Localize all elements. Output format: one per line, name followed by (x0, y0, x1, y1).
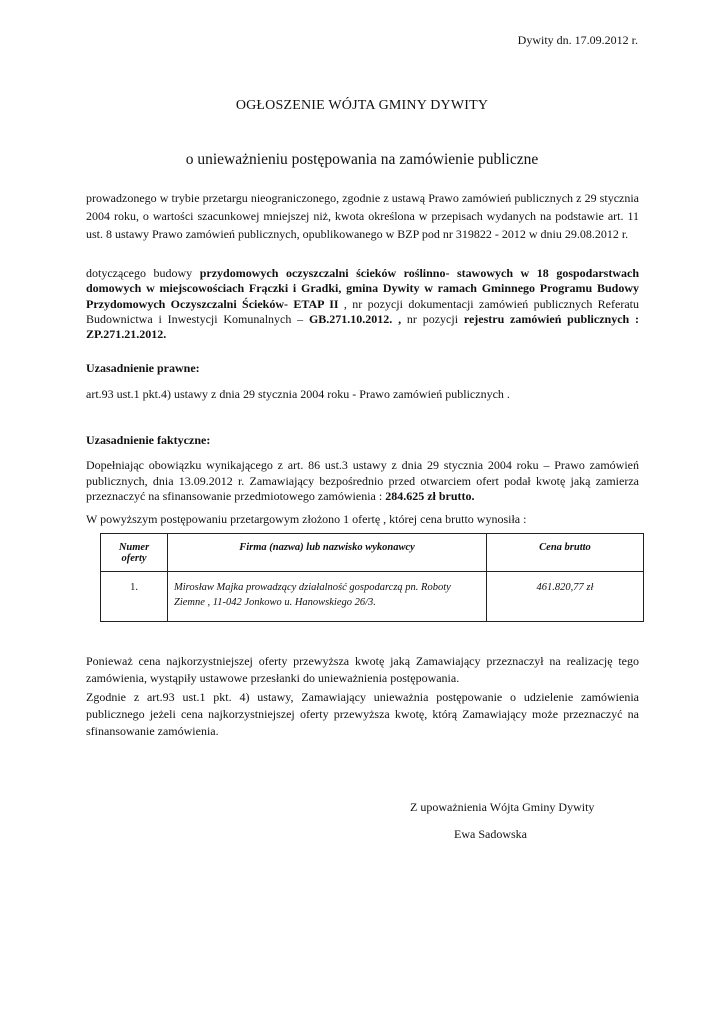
legal-basis-text: art.93 ust.1 pkt.4) ustawy z dnia 29 stycznia 2004 roku - Prawo zamówień publicznych . (86, 387, 510, 401)
subject-mid-1: , nr pozycji dokumentacji zamówień publicznych Referatu Budownictwa i Inwestycji Komunalnych – (86, 296, 639, 326)
budget-amount: 284.625 zł brutto. (385, 489, 475, 503)
document-number: GB.271.10.2012. , (308, 311, 402, 326)
cancellation-decision: Zgodnie z art.93 ust.1 pkt. 4) ustawy, Zamawiający unieważnia postępowanie o udzielenie zamówienia publicznego jeżeli cena najkorzystniejszej oferty przewyższa kwotę, którą Zamawiający może przeznaczyć na sfinansowanie zamówienia. (86, 690, 639, 739)
procurement-subject (86, 266, 639, 342)
signature-authorization: Z upoważnienia Wójta Gminy Dywity (410, 800, 595, 814)
contractor-cell: Mirosław Majka prowadzący działalność gospodarczą pn. Roboty Ziemne , 11-042 Jonkowo u. Hanowskiego 26/3. (168, 572, 487, 622)
signature-name: Ewa Sadowska (454, 827, 527, 841)
column-header-offer-number: Numer oferty (101, 534, 168, 572)
procedure-description: prowadzonego w trybie przetargu nieograniczonego, zgodnie z ustawą Prawo zamówień publicznych z 29 stycznia 2004 roku, o wartości szacunkowej mniejszej niż, kwota określona w przepisach wydanych na podstawie art. 11 ust. 8 ustawy Prawo zamówień publicznych, opublikowanego w BZP pod nr 319822 - 2012 w dniu 29.08.2012 r. (86, 191, 639, 242)
factual-basis-heading: Uzasadnienie faktyczne: (86, 433, 211, 447)
factual-basis-text (86, 458, 639, 505)
legal-basis-heading: Uzasadnienie prawne: (86, 361, 200, 375)
offers-table (100, 533, 644, 622)
column-header-contractor: Firma (nazwa) lub nazwisko wykonawcy (168, 534, 487, 572)
document-title: OGŁOSZENIE WÓJTA GMINY DYWITY (235, 98, 489, 113)
document-date: Dywity dn. 17.09.2012 r. (517, 33, 638, 47)
subject-name: przydomowych oczyszczalni ścieków roślinno- stawowych w 18 gospodarstwach domowych w miejscowościach Frączki i Gradki, gmina Dywity w ramach Gminnego Programu Budowy Przydomowych Oczyszczalni Ścieków- ETAP II (86, 266, 639, 311)
gross-price-cell: 461.820,77 zł (487, 572, 644, 622)
column-header-gross-price: Cena brutto (487, 534, 644, 572)
table-row (101, 572, 644, 622)
factual-basis-body: Dopełniając obowiązku wynikającego z art. 86 ust.3 ustawy z dnia 29 stycznia 2004 roku – Prawo zamówień publicznych, dnia 13.09.2012 r. Zamawiający bezpośrednio przed otwarciem ofert podał kwotę jaką zamierza przeznaczyć na sfinansowanie przedmiotowego zamówienia : (86, 458, 639, 503)
subject-mid-2: nr pozycji (401, 311, 464, 326)
document-subtitle: o unieważnieniu postępowania na zamówienie publiczne (185, 151, 539, 168)
offers-intro: W powyższym postępowaniu przetargowym złożono 1 ofertę , której cena brutto wynosiła : (86, 512, 527, 526)
subject-lead: dotyczącego budowy (86, 266, 200, 280)
offer-number-cell: 1. (101, 572, 168, 622)
cancellation-reason: Ponieważ cena najkorzystniejszej oferty przewyższa kwotę jaką Zamawiający przeznaczył na realizację tego zamówienia, wystąpiły ustawowe przesłanki do unieważnienia postępowania. (86, 654, 639, 685)
registry-number: rejestru zamówień publicznych : ZP.271.21.2012. (86, 311, 639, 342)
table-header-row (101, 534, 644, 572)
